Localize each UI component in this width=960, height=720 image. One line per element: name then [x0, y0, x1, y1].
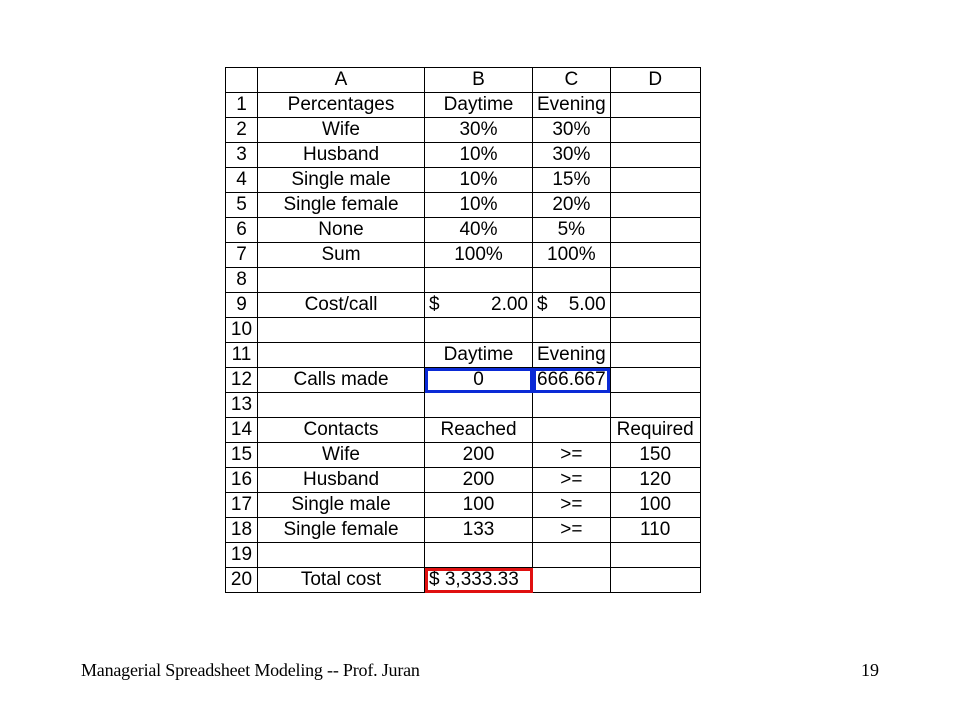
currency-amount: 5.00 — [568, 294, 606, 315]
sheet-row — [226, 368, 701, 393]
cell-c[interactable]: 20% — [533, 193, 611, 218]
row-header[interactable]: 14 — [226, 418, 258, 443]
cell-c[interactable] — [533, 568, 611, 593]
cell-c[interactable]: >= — [533, 518, 611, 543]
calls-daytime-cell[interactable]: 0 — [425, 368, 533, 393]
cell-a[interactable]: Contacts — [258, 418, 425, 443]
cell-d[interactable] — [610, 293, 700, 318]
cell-d[interactable] — [610, 368, 700, 393]
sheet-row — [226, 218, 701, 243]
row-header[interactable]: 10 — [226, 318, 258, 343]
footer-page-number: 19 — [861, 660, 879, 680]
sheet-row — [226, 518, 701, 543]
sheet-row — [226, 443, 701, 468]
cell-d[interactable] — [610, 118, 700, 143]
cell-a[interactable]: Wife — [258, 443, 425, 468]
sheet-row — [226, 493, 701, 518]
currency-symbol: $ — [537, 294, 548, 315]
row-header[interactable]: 3 — [226, 143, 258, 168]
cell-d[interactable] — [610, 243, 700, 268]
cell-a[interactable]: None — [258, 218, 425, 243]
column-header-c[interactable]: C — [533, 68, 611, 93]
cell-b[interactable]: 10% — [425, 143, 533, 168]
currency-symbol: $ — [429, 294, 440, 315]
cell-c[interactable] — [533, 318, 611, 343]
column-header-b[interactable]: B — [425, 68, 533, 93]
column-header-d[interactable]: D — [610, 68, 700, 93]
cell-b[interactable]: 30% — [425, 118, 533, 143]
cell-d[interactable] — [610, 268, 700, 293]
cell-c[interactable] — [533, 393, 611, 418]
cell-b[interactable]: Reached — [425, 418, 533, 443]
cell-a[interactable]: Single female — [258, 193, 425, 218]
cell-d[interactable] — [610, 543, 700, 568]
cell-a[interactable]: Total cost — [258, 568, 425, 593]
cell-d[interactable] — [610, 318, 700, 343]
sheet-row — [226, 468, 701, 493]
row-header[interactable]: 9 — [226, 293, 258, 318]
sheet-row — [226, 343, 701, 368]
cell-c[interactable]: 30% — [533, 143, 611, 168]
column-header-a[interactable]: A — [258, 68, 425, 93]
cell-b[interactable] — [425, 318, 533, 343]
cell-c[interactable]: 30% — [533, 118, 611, 143]
row-header[interactable]: 12 — [226, 368, 258, 393]
footer-course-title: Managerial Spreadsheet Modeling -- Prof. Juran — [81, 660, 420, 680]
cell-d[interactable] — [610, 143, 700, 168]
cell-b[interactable] — [425, 293, 533, 318]
cell-b[interactable]: 100% — [425, 243, 533, 268]
cell-a[interactable]: Single male — [258, 493, 425, 518]
cell-c[interactable]: 5% — [533, 218, 611, 243]
cell-d[interactable]: 120 — [610, 468, 700, 493]
row-header[interactable]: 19 — [226, 543, 258, 568]
cell-d[interactable] — [610, 568, 700, 593]
row-header[interactable]: 1 — [226, 93, 258, 118]
sheet-row — [226, 143, 701, 168]
cell-a[interactable]: Single female — [258, 518, 425, 543]
sheet-row — [226, 393, 701, 418]
row-header[interactable]: 7 — [226, 243, 258, 268]
cell-a[interactable]: Husband — [258, 468, 425, 493]
row-header[interactable]: 18 — [226, 518, 258, 543]
sheet-row — [226, 543, 701, 568]
cell-b[interactable]: 10% — [425, 193, 533, 218]
sheet-row — [226, 193, 701, 218]
cell-a[interactable] — [258, 343, 425, 368]
cell-b[interactable]: 133 — [425, 518, 533, 543]
cell-a[interactable]: Single male — [258, 168, 425, 193]
cell-a[interactable] — [258, 318, 425, 343]
sheet-row — [226, 118, 701, 143]
cell-b[interactable] — [425, 543, 533, 568]
cell-b[interactable]: 200 — [425, 443, 533, 468]
row-header[interactable]: 2 — [226, 118, 258, 143]
cell-a[interactable]: Wife — [258, 118, 425, 143]
cell-d[interactable] — [610, 218, 700, 243]
cell-b[interactable] — [425, 393, 533, 418]
cell-c[interactable] — [533, 268, 611, 293]
row-header[interactable]: 16 — [226, 468, 258, 493]
cell-b[interactable]: Daytime — [425, 343, 533, 368]
cell-a[interactable] — [258, 393, 425, 418]
row-header[interactable]: 4 — [226, 168, 258, 193]
column-header-row — [226, 68, 701, 93]
row-header[interactable]: 17 — [226, 493, 258, 518]
cell-c[interactable]: 15% — [533, 168, 611, 193]
cell-d[interactable] — [610, 393, 700, 418]
cell-d[interactable] — [610, 93, 700, 118]
cell-b[interactable]: 10% — [425, 168, 533, 193]
sheet-row — [226, 568, 701, 593]
cell-c[interactable]: >= — [533, 493, 611, 518]
cell-d[interactable]: 110 — [610, 518, 700, 543]
cell-a[interactable]: Percentages — [258, 93, 425, 118]
cell-b[interactable]: 100 — [425, 493, 533, 518]
corner-cell[interactable] — [226, 68, 258, 93]
cell-d[interactable] — [610, 193, 700, 218]
cell-c[interactable] — [533, 293, 611, 318]
sheet-row — [226, 418, 701, 443]
cell-b[interactable]: 200 — [425, 468, 533, 493]
row-header[interactable]: 5 — [226, 193, 258, 218]
cell-a[interactable] — [258, 543, 425, 568]
cell-a[interactable] — [258, 268, 425, 293]
sheet-row — [226, 243, 701, 268]
currency-amount: 2.00 — [491, 294, 528, 315]
row-header[interactable]: 8 — [226, 268, 258, 293]
cell-c[interactable]: Evening — [533, 93, 611, 118]
cell-d[interactable]: 100 — [610, 493, 700, 518]
calls-evening-cell[interactable]: 666.667 — [533, 368, 611, 393]
cell-a[interactable]: Calls made — [258, 368, 425, 393]
cell-d[interactable] — [610, 343, 700, 368]
row-header[interactable]: 6 — [226, 218, 258, 243]
sheet-row — [226, 293, 701, 318]
total-cost-cell[interactable]: $ 3,333.33 — [425, 568, 533, 593]
cell-c[interactable]: Evening — [533, 343, 611, 368]
sheet-row — [226, 168, 701, 193]
spreadsheet-grid — [225, 67, 701, 593]
sheet-row — [226, 93, 701, 118]
cell-c[interactable]: 100% — [533, 243, 611, 268]
currency-value — [537, 294, 606, 316]
row-header[interactable]: 13 — [226, 393, 258, 418]
cell-d[interactable]: 150 — [610, 443, 700, 468]
cell-a[interactable]: Sum — [258, 243, 425, 268]
cell-c[interactable]: >= — [533, 443, 611, 468]
cell-b[interactable]: 40% — [425, 218, 533, 243]
row-header[interactable]: 20 — [226, 568, 258, 593]
cell-b[interactable]: Daytime — [425, 93, 533, 118]
cell-a[interactable]: Cost/call — [258, 293, 425, 318]
cell-d[interactable] — [610, 168, 700, 193]
cell-b[interactable] — [425, 268, 533, 293]
sheet-row — [226, 268, 701, 293]
row-header[interactable]: 15 — [226, 443, 258, 468]
cell-c[interactable] — [533, 543, 611, 568]
cell-a[interactable]: Husband — [258, 143, 425, 168]
cell-c[interactable] — [533, 418, 611, 443]
row-header[interactable]: 11 — [226, 343, 258, 368]
cell-d[interactable]: Required — [610, 418, 700, 443]
cell-c[interactable]: >= — [533, 468, 611, 493]
sheet-row — [226, 318, 701, 343]
currency-value — [429, 294, 528, 316]
